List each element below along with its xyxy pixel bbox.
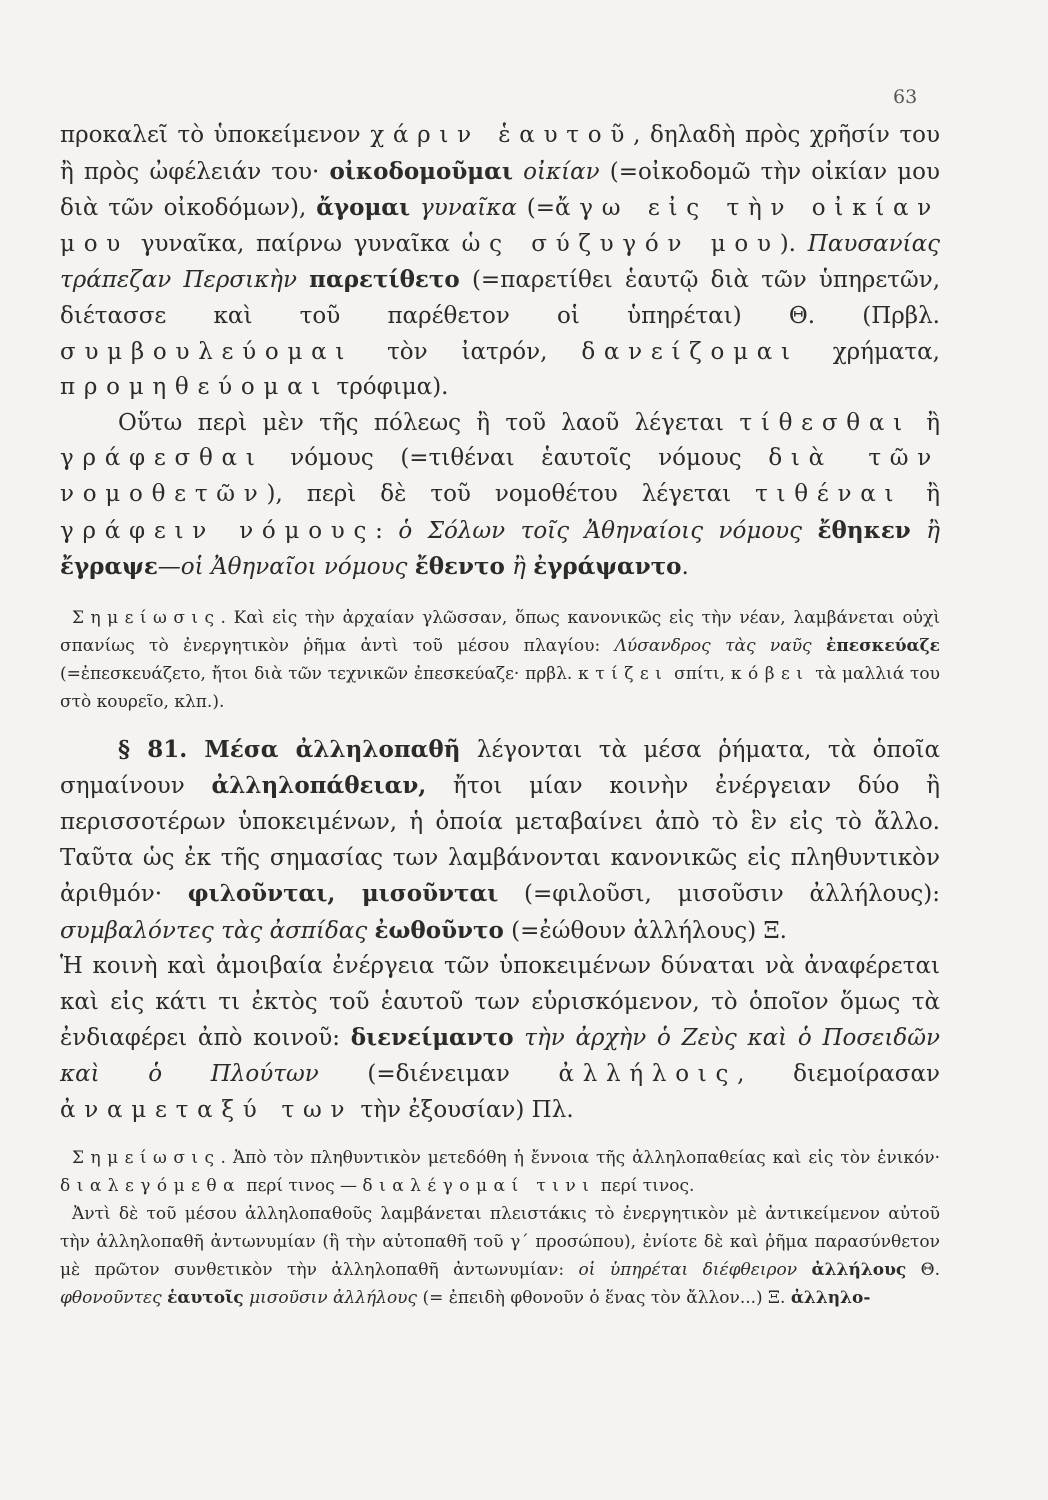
- n3-run: οἱ ὑπηρέται διέφθειρον: [578, 1260, 798, 1281]
- p1-run: οἰκοδομοῦμαι: [329, 157, 513, 185]
- p1-run: (=οἰκοδομῶ τὴν οἰκίαν μου διὰ τῶν οἰκοδόμων),: [60, 158, 940, 222]
- p2-run: .: [681, 554, 689, 581]
- p2-run: ἔγραψε: [60, 553, 158, 581]
- p1-run: [410, 195, 420, 221]
- p4-run: Ἡ κοινὴ καὶ ἀμοιβαία ἐνέργεια τῶν ὑποκειμένων δύναται νὰ ἀναφέρεται καὶ εἰς κάτι τι ἐκτὸς τοῦ ἑαυτοῦ των εὑρισκόμενον, τὸ ὁποῖον ὅμως τὰ ἐνδιαφέρει ἀπὸ κοινοῦ:: [60, 953, 940, 1052]
- p2-run: διὰ τῶν νομοθετῶν: [60, 445, 940, 507]
- p2-run: οἱ Ἀθηναῖοι νόμους: [180, 554, 408, 581]
- n1-run: κόβει: [730, 663, 810, 684]
- p1-run: ἄγομαι: [316, 194, 411, 222]
- n2-run: διαλεγόμεθα: [60, 1176, 241, 1197]
- p1-run: χρήματα,: [798, 338, 940, 365]
- page-body: [60, 118, 940, 1312]
- p2-run: ἢ: [512, 554, 526, 581]
- n3-run: ἀλληλο-: [790, 1288, 871, 1309]
- note-reciprocal-pronoun: [60, 1200, 940, 1312]
- p3-run: § 81. Μέσα ἀλληλοπαθῆ: [118, 735, 461, 763]
- n2-run: περί τινος —: [241, 1176, 363, 1197]
- p3-run: (=ἐώθουν ἀλλήλους) Ξ.: [503, 917, 787, 944]
- p2-run: :: [375, 517, 399, 544]
- p4-run: ἀναμεταξύ των: [60, 1096, 354, 1123]
- p2-run: τιθέναι: [755, 480, 903, 507]
- p4-run: , διεμοίρασαν: [737, 1061, 941, 1088]
- p1-run: (=παρετίθει ἑαυτῷ διὰ τῶν ὑπηρετῶν, διέτασσε καὶ τοῦ παρέθετον οἱ ὑπηρέται) Θ. (Πρβλ.: [60, 267, 941, 329]
- n2-run: περί τινος.: [595, 1176, 695, 1197]
- note-active-for-middle: [60, 604, 940, 716]
- p1-run: τὸν ἰατρόν,: [353, 338, 582, 365]
- p2-run: Οὕτω περὶ μὲν τῆς πόλεως ἢ τοῦ λαοῦ λέγεται: [118, 409, 740, 436]
- p4-run: τὴν ἀρχὴν ὁ Ζεὺς καὶ ὁ Ποσειδῶν καὶ ὁ Πλούτων: [60, 1025, 941, 1088]
- n1-run: [812, 636, 826, 656]
- p2-run: τίθεσθαι: [739, 409, 911, 436]
- p1-run: , δηλαδὴ πρὸς χρῆσίν του ἢ πρὸς ὠφέλειάν του·: [60, 122, 941, 185]
- paragraph-common-action: [60, 949, 940, 1128]
- p4-run: διενείμαντο: [350, 1024, 514, 1052]
- p3-run: λέγονται τὰ μέσα ῥήματα, τὰ ὁποῖα σημαίνουν: [60, 736, 941, 800]
- n3-run: μισοῦσιν ἀλλήλους: [249, 1288, 418, 1309]
- section-81-reciprocal-middle: [60, 732, 940, 950]
- n3-run: (= ἐπειδὴ φθονοῦν ὁ ἕνας τὸν ἄλλον...) Ξ.: [417, 1288, 791, 1309]
- p3-run: ἤτοι μίαν κοινὴν ἐνέργειαν δύο ἢ περισσοτέρων ὑποκειμένων, ἡ ὁποία μεταβαίνει ἀπὸ τὸ ἓν εἰς τὸ ἄλλο. Ταῦτα ὡς ἐκ τῆς σημασίας των λαμβάνονται κανονικῶς εἰς πληθυντικὸν ἀριθμόν·: [60, 773, 940, 908]
- n1-run: . Καὶ εἰς τὴν ἀρχαίαν γλῶσσαν, ὅπως κανονικῶς εἰς τὴν νέαν, λαμβάνεται οὐχὶ σπανίως τὸ ἐνεργητικὸν ῥῆμα ἀντὶ τοῦ μέσου πλαγίου:: [60, 607, 940, 656]
- p2-run: ἢ: [926, 517, 941, 544]
- p1-run: παρετίθετο: [309, 266, 460, 294]
- p2-run: νόμους (=τιθέναι ἑαυτοῖς νόμους: [263, 445, 769, 472]
- p2-run: ἐγράψαντο: [533, 553, 682, 581]
- p1-run: (=: [516, 195, 555, 222]
- p1-run: [513, 159, 523, 185]
- p3-run: ἀλληλοπάθειαν,: [211, 772, 427, 800]
- p2-run: ἔθηκεν: [817, 516, 911, 544]
- p2-run: ), περὶ δὲ τοῦ νομοθέτου λέγεται: [266, 480, 756, 507]
- n1-run: (=ἐπεσκευάζετο, ἤτοι διὰ τῶν τεχνικῶν ἐπεσκεύαζε· πρβλ.: [60, 663, 579, 684]
- n3-run: ἑαυτοῖς: [167, 1288, 244, 1309]
- p3-run: (=φιλοῦσι, μισοῦσιν ἀλλήλους):: [498, 881, 940, 908]
- p2-run: [802, 518, 817, 544]
- n3-run: [797, 1260, 811, 1280]
- p1-run: [297, 267, 309, 293]
- p2-run: [407, 554, 414, 580]
- p3-run: φιλοῦνται, μισοῦνται: [187, 880, 499, 908]
- n2-run: Σημείωσις: [72, 1148, 221, 1169]
- p1-run: χάριν ἑαυτοῦ: [370, 122, 634, 148]
- p2-run: γράφειν νόμους: [60, 517, 376, 544]
- p2-run: [911, 518, 926, 544]
- p2-run: ἢ: [902, 480, 940, 507]
- paragraph-reflexive-examples: [60, 118, 940, 406]
- p1-run: προκαλεῖ τὸ ὑποκείμενον: [60, 122, 371, 148]
- n3-run: φθονοῦντες: [60, 1288, 162, 1309]
- p2-run: ὁ Σόλων τοῖς Ἀθηναίοις νόμους: [398, 517, 803, 544]
- page-number: 63: [893, 86, 918, 108]
- p4-run: ἀλλήλοις: [558, 1061, 738, 1088]
- n1-run: Λύσανδρος τὰς ναῦς: [614, 635, 812, 656]
- n1-run: σπίτι,: [668, 663, 731, 684]
- p3-run: συμβαλόντες τὰς ἀσπίδας: [60, 917, 368, 944]
- p3-run: ἐωθοῦντο: [374, 916, 504, 944]
- n1-run: Σημείωσις: [72, 607, 221, 628]
- n3-run: Θ.: [906, 1260, 940, 1281]
- n2-run: . Ἀπὸ τὸν πληθυντικὸν μετεδόθη ἡ ἔννοια τῆς ἀλληλοπαθείας καὶ εἰς τὸν ἑνικόν·: [220, 1148, 940, 1169]
- p1-run: τρόφιμα).: [329, 374, 449, 401]
- p1-run: ).: [779, 230, 808, 257]
- paragraph-laws: [60, 406, 940, 586]
- n3-run: ἀλλήλους: [811, 1260, 907, 1281]
- p4-run: (=διένειμαν: [318, 1061, 559, 1088]
- p1-run: γυναῖκα: [419, 195, 517, 222]
- p1-run: οἰκίαν: [523, 158, 600, 185]
- p1-run: ἄγω εἰς τὴν οἰκίαν μου: [60, 195, 941, 257]
- p1-run: δανείζομαι: [581, 338, 799, 365]
- p2-run: —: [157, 554, 181, 581]
- n2-run: διαλέγομαί τινι: [362, 1176, 596, 1197]
- p4-run: [514, 1025, 525, 1051]
- p1-run: ὡς σύζυγόν μου: [461, 230, 780, 257]
- p1-run: προμηθεύομαι: [60, 374, 330, 401]
- p1-run: συμβουλεύομαι: [60, 338, 354, 365]
- p2-run: ἔθεντο: [414, 553, 505, 581]
- p4-run: τὴν ἐξουσίαν) Πλ.: [353, 1096, 574, 1123]
- p1-run: Παυσανίας τράπεζαν Περσικὴν: [60, 230, 940, 294]
- n1-run: τὰ μαλλιά του στὸ κουρεῖο, κλπ.).: [60, 663, 940, 712]
- n3-run: Ἀντὶ δὲ τοῦ μέσου ἀλληλοπαθοῦς λαμβάνεται πλειστάκις τὸ ἐνεργητικὸν μὲ ἀντικείμενον αὐτοῦ τὴν ἀλληλοπαθῆ ἀντωνυμίαν (ἢ τὴν αὐτοπαθῆ τοῦ γ΄ προσώπου), ἐνίοτε δὲ καὶ ῥῆμα παρασύνθετον μὲ πρῶτον συνθετικὸν τὴν ἀλληλοπαθῆ ἀντωνυμίαν:: [60, 1204, 940, 1281]
- note-singular-reciprocal: [60, 1144, 940, 1200]
- p2-run: ἢ: [910, 409, 941, 436]
- p3-run: [367, 918, 374, 944]
- n1-run: ἐπεσκεύαζε: [826, 635, 941, 656]
- n1-run: κτίζει: [578, 663, 669, 684]
- p2-run: γράφεσθαι: [60, 445, 264, 472]
- p1-run: γυναῖκα, παίρνω γυναῖκα: [129, 230, 462, 257]
